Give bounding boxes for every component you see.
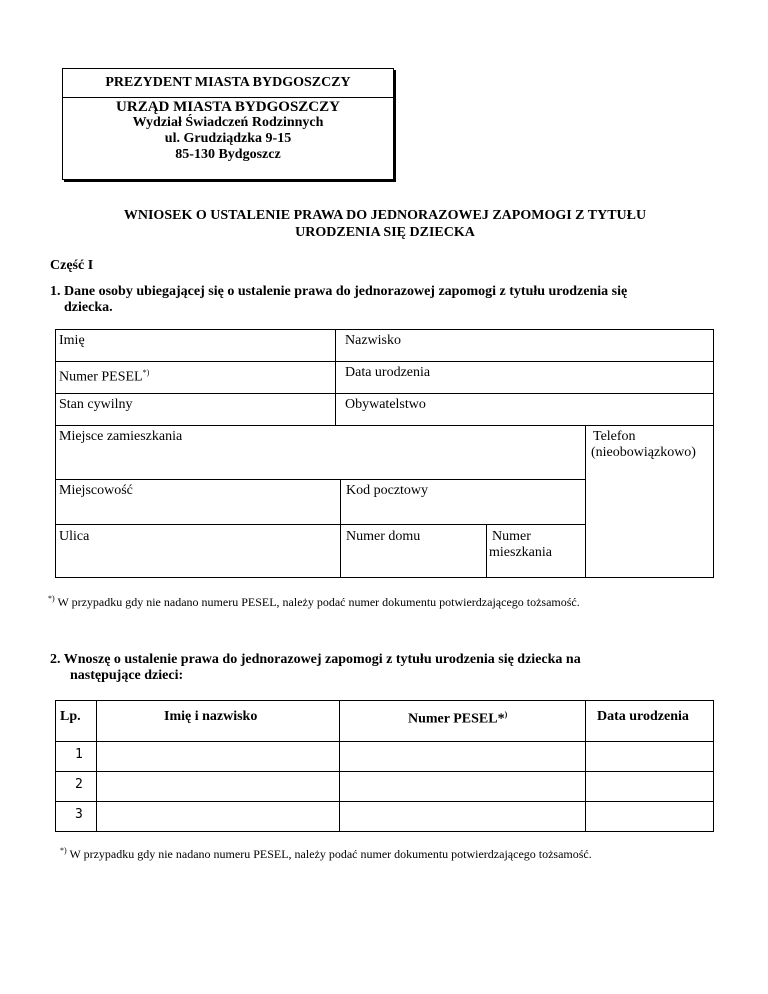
row-number: 3	[75, 807, 83, 822]
phone-label: Telefon (nieobowiązkowo)	[591, 429, 696, 460]
section1-heading-line1: 1. Dane osoby ubiegającej się o ustalenie prawa do jednorazowej zapomogi z tytułu urodzenia się	[50, 284, 628, 299]
column-pesel: Numer PESEL*)	[408, 710, 508, 727]
footnote-2-text: W przypadku gdy nie nadano numeru PESEL, należy podać numer dokumentu potwierdzającego tożsamość.	[69, 847, 592, 861]
section2-heading-line2: następujące dzieci:	[70, 668, 184, 683]
marital-status-label: Stan cywilny	[59, 397, 133, 412]
office-address	[63, 99, 393, 163]
last-name-label: Nazwisko	[345, 333, 401, 348]
office-name: URZĄD MIASTA BYDGOSZCZY	[116, 99, 340, 115]
form-title-line1: WNIOSEK O USTALENIE PRAWA DO JEDNORAZOWEJ ZAPOMOGI Z TYTUŁU	[123, 208, 647, 223]
postal-code-label: Kod pocztowy	[346, 483, 429, 498]
section2-heading	[50, 652, 750, 684]
footnote-1-text: W przypadku gdy nie nadano numeru PESEL, należy podać numer dokumentu potwierdzającego tożsamość.	[57, 595, 580, 609]
department-name: Wydział Świadczeń Rodzinnych	[132, 115, 324, 130]
street-label: Ulica	[59, 529, 90, 544]
column-name: Imię i nazwisko	[164, 709, 258, 724]
form-title	[60, 207, 710, 241]
citizenship-label: Obywatelstwo	[345, 397, 426, 412]
office-header-box	[62, 68, 394, 180]
column-lp: Lp.	[60, 709, 81, 724]
row-number: 1	[75, 747, 83, 762]
residence-label: Miejsce zamieszkania	[59, 429, 183, 444]
footnote-2-mark: *)	[60, 846, 67, 855]
column-pesel-mark: )	[504, 710, 508, 719]
footnote-2	[60, 846, 592, 862]
part-label: Część I	[50, 258, 94, 273]
president-title: PREZYDENT MIASTA BYDGOSZCZY	[63, 69, 393, 98]
column-birth-date: Data urodzenia	[597, 709, 689, 724]
pesel-label: Numer PESEL*)	[59, 368, 150, 385]
locality-label: Miejscowość	[59, 483, 133, 498]
footnote-1-mark: *)	[48, 594, 55, 603]
house-number-label: Numer domu	[346, 529, 421, 544]
office-postal: 85-130 Bydgoszcz	[175, 147, 281, 162]
footnote-1	[48, 594, 580, 610]
row-number: 2	[75, 777, 83, 792]
pesel-footnote-mark: *)	[142, 368, 150, 377]
office-street: ul. Grudziądzka 9-15	[164, 131, 292, 146]
section2-heading-line1: 2. Wnoszę o ustalenie prawa do jednorazowej zapomogi z tytułu urodzenia się dziecka na	[50, 652, 581, 667]
birth-date-label: Data urodzenia	[345, 365, 431, 380]
section1-heading-line2: dziecka.	[64, 300, 113, 315]
first-name-label: Imię	[59, 333, 85, 348]
form-title-line2: URODZENIA SIĘ DZIECKA	[295, 225, 475, 240]
section1-heading	[50, 284, 750, 316]
apartment-number-label: Numer mieszkania	[489, 529, 552, 560]
